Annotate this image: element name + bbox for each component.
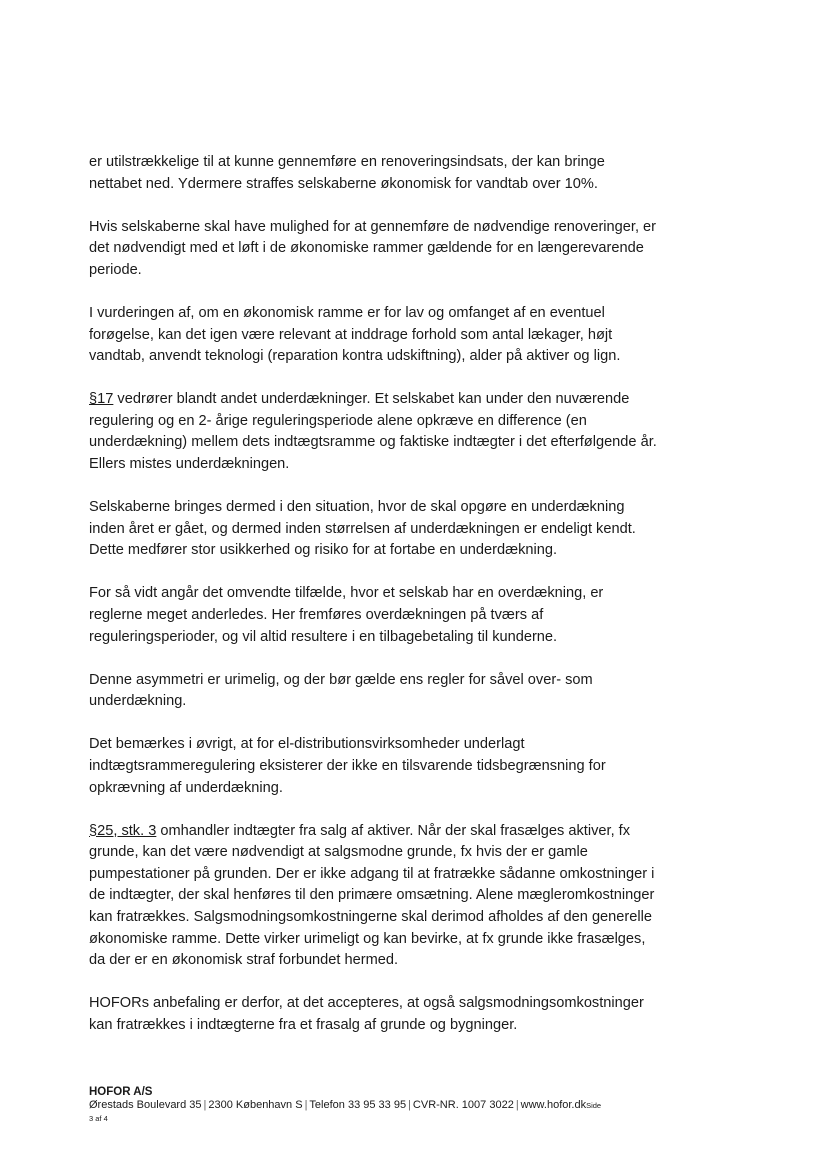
paragraph-text: Det bemærkes i øvrigt, at for el-distributionsvirksomheder underlagt indtægtsrammeregulering eksisterer der ikke en tilsvarende tidsbegrænsning for opkrævning af underdækning. bbox=[89, 736, 606, 796]
address: Ørestads Boulevard 35 bbox=[89, 1099, 202, 1111]
contact-line bbox=[89, 1099, 729, 1112]
paragraph-text: omhandler indtægter fra salg af aktiver. Når der skal frasælges aktiver, fx grunde, kan det være nødvendigt at salgsmodne grunde, fx hvis der er gamle pumpestationer på grunden. Der er ikke adgang til at fratrække sådanne omkostninger i de indtægter, der skal henføres til den primære omsætning. Alene mægleromkostninger kan fratrækkes. Salgsmodningsomkostningerne skal derimod afholdes af den generelle økonomiske ramme. Dette virker urimeligt og kan bevirke, at fx grunde ikke frasælges, da der er en økonomisk straf forbundet hermed. bbox=[89, 822, 655, 969]
page-footer bbox=[89, 1086, 729, 1125]
separator: | bbox=[304, 1099, 308, 1111]
separator: | bbox=[515, 1099, 519, 1111]
paragraph bbox=[89, 734, 709, 799]
website-link[interactable]: www.hofor.dk bbox=[520, 1099, 587, 1111]
paragraph-text: I vurderingen af, om en økonomisk ramme er for lav og omfanget af en eventuel forøgelse, kan det igen være relevant at inddrage forhold som antal lækager, højt vandtab, anvendt teknologi (reparation kontra udskiftning), alder på aktiver og lign. bbox=[89, 304, 621, 365]
paragraph bbox=[89, 152, 709, 195]
body-text bbox=[89, 152, 709, 1058]
separator: | bbox=[203, 1099, 207, 1111]
section-ref-25: §25, stk. 3 bbox=[89, 822, 157, 839]
paragraph-text: For så vidt angår det omvendte tilfælde, hvor et selskab har en overdækning, er reglerne meget anderledes. Her fremføres overdækningen på tværs af reguleringsperioder, og vil altid resultere i en tilbagebetaling til kunderne. bbox=[89, 585, 604, 645]
paragraph bbox=[89, 389, 709, 475]
paragraph-text: Hvis selskaberne skal have mulighed for at gennemføre de nødvendige renoveringer, er det nødvendigt med et løft i de økonomiske rammer gældende for en længerevarende periode. bbox=[89, 218, 657, 278]
paragraph bbox=[89, 583, 709, 648]
page-number: 3 af 4 bbox=[89, 1114, 108, 1123]
paragraph-text: HOFORs anbefaling er derfor, at det accepteres, at også salgsmodningsomkostninger kan fratrækkes i indtægterne fra et frasalg af grunde og bygninger. bbox=[89, 995, 644, 1033]
paragraph-text: vedrører blandt andet underdækninger. Et selskabet kan under den nuværende regulering og en 2- årige reguleringsperiode alene opkræve en difference (en underdækning) mellem dets indtægtsramme og faktiske indtægter i det efterfølgende år. Ellers mistes underdækningen. bbox=[89, 391, 657, 473]
paragraph-text: er utilstrækkelige til at kunne gennemføre en renoveringsindsats, der kan bringe nettabet ned. Ydermere straffes selskaberne økonomisk for vandtab over 10%. bbox=[89, 154, 605, 192]
page-label: Side bbox=[586, 1101, 602, 1110]
company-name: HOFOR A/S bbox=[89, 1086, 153, 1098]
cvr-number: CVR-NR. 1007 3022 bbox=[412, 1099, 514, 1111]
paragraph-text: Selskaberne bringes dermed i den situation, hvor de skal opgøre en underdækning inden året er gået, og dermed inden størrelsen af underdækningen er endeligt kendt. Dette medfører stor usikkerhed og risiko for at fortabe en underdækning. bbox=[89, 499, 636, 559]
paragraph bbox=[89, 217, 709, 282]
paragraph bbox=[89, 497, 709, 562]
paragraph bbox=[89, 670, 709, 713]
separator: | bbox=[408, 1099, 411, 1111]
city: 2300 København S bbox=[208, 1099, 303, 1111]
section-ref-17: §17 bbox=[89, 391, 114, 408]
paragraph-text: Denne asymmetri er urimelig, og der bør gælde ens regler for såvel over- som underdækning. bbox=[89, 671, 593, 710]
paragraph bbox=[89, 303, 709, 368]
paragraph bbox=[89, 821, 709, 972]
paragraph bbox=[89, 993, 709, 1036]
phone: Telefon 33 95 33 95 bbox=[309, 1099, 407, 1111]
